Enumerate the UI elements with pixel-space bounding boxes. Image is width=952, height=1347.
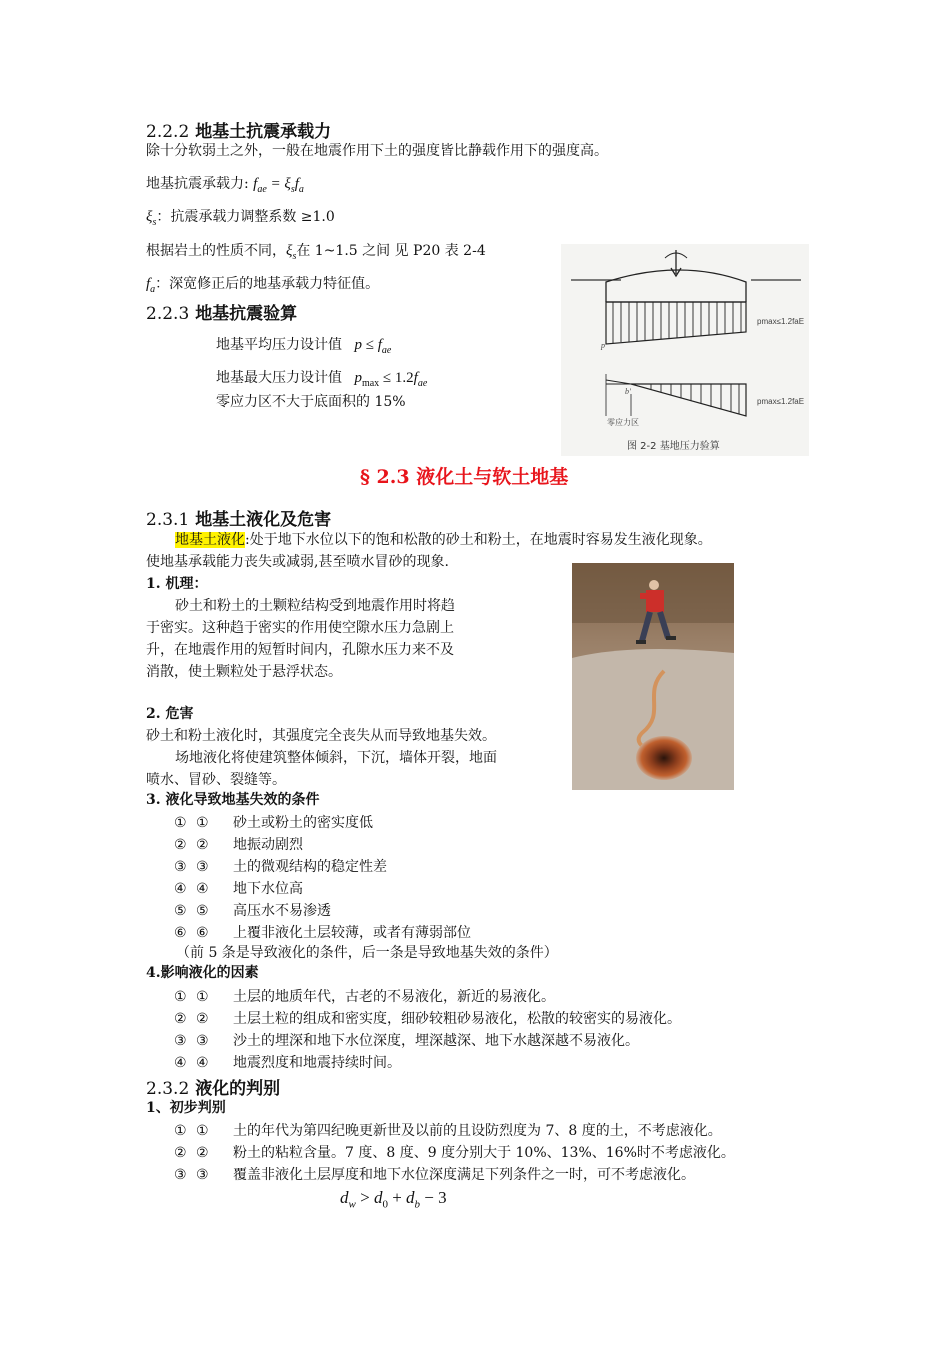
liquefaction-formula: $d_w > d_0 + d_b - 3$ — [340, 1188, 447, 1211]
range-pre: 根据岩土的性质不同， — [146, 243, 286, 259]
paragraph-strength: 除十分软弱土之外，一般在地震作用下土的强度皆比静载作用下的强度高。 — [146, 143, 608, 159]
fa-symbol: $f_a$ — [146, 276, 156, 295]
heading-2-2-2 — [146, 117, 331, 142]
item-text: 土的年代为第四纪晚更新世及以前的且设防烈度为 7、8 度的土，不考虑液化。 — [233, 1123, 722, 1139]
heading-text: 地基土抗震承载力 — [195, 122, 332, 142]
harm-line-2: 场地液化将使建筑整体倾斜，下沉，墙体开裂，地面 — [175, 750, 497, 766]
item-marker-2: ③ — [196, 859, 209, 875]
xi-symbol: $\xi_s$ — [146, 209, 157, 228]
item-text: 砂土或粉土的密实度低 — [233, 815, 373, 831]
condition-item-5 — [174, 900, 331, 920]
item-text: 覆盖非液化土层厚度和地下水位深度满足下列条件之一时，可不考虑液化。 — [233, 1167, 695, 1183]
item-marker-2: ③ — [196, 1033, 209, 1049]
item-text: 上覆非液化土层较薄，或者有薄弱部位 — [233, 925, 471, 941]
fae-label: 地基抗震承载力: — [146, 176, 249, 192]
item-marker: ① — [174, 815, 187, 831]
judge-item-2 — [174, 1142, 735, 1162]
heading-number: 2.2.3 — [146, 304, 190, 324]
heading-number: 2.3.2 — [146, 1079, 190, 1099]
definition-text: :处于地下水位以下的饱和松散的砂土和粉土，在地震时容易发生液化现象。 — [245, 532, 712, 548]
item-text: 土的微观结构的稳定性差 — [233, 859, 387, 875]
condition-item-1 — [174, 812, 373, 832]
item-marker: ② — [174, 1145, 187, 1161]
max-formula: $p_{max} \le 1.2f_{ae}$ — [354, 370, 428, 389]
figure-background — [561, 244, 809, 456]
factor-item-4 — [174, 1052, 401, 1072]
judge-item-1 — [174, 1120, 722, 1140]
highlighted-term: 地基土液化 — [175, 532, 245, 548]
condition-item-2 — [174, 834, 303, 854]
avg-pressure-line — [216, 334, 391, 362]
mechanism-line-4: 消散，使土颗粒处于悬浮状态。 — [146, 664, 342, 680]
condition-item-6 — [174, 922, 471, 942]
item-text: 高压水不易渗透 — [233, 903, 331, 919]
xi-desc: ：抗震承载力调整系数 ≥1.0 — [156, 209, 335, 225]
item-marker: ④ — [174, 1055, 187, 1071]
item-marker-2: ③ — [196, 1167, 209, 1183]
condition-item-3 — [174, 856, 387, 876]
heading-text: 液化的判别 — [195, 1079, 281, 1099]
range-line — [146, 240, 486, 268]
item-marker: ⑤ — [174, 903, 187, 919]
b-label: b' — [625, 387, 631, 396]
fa-line — [146, 273, 379, 301]
mechanism-line-1: 砂土和粉土的土颗粒结构受到地震作用时将趋 — [175, 598, 455, 614]
harm-line-1: 砂土和粉土液化时，其强度完全丧失从而导致地基失效。 — [146, 728, 496, 744]
zero-zone-label: 零应力区 — [607, 418, 639, 427]
harm-line-3: 喷水、冒砂、裂缝等。 — [146, 772, 286, 788]
item-marker-2: ⑤ — [196, 903, 209, 919]
item-marker-2: ① — [196, 815, 209, 831]
item-marker: ② — [174, 837, 187, 853]
item-marker: ③ — [174, 1033, 187, 1049]
preliminary-title: 1、初步判别 — [146, 1100, 226, 1116]
heading-number: 2.3.1 — [146, 510, 190, 530]
avg-label: 地基平均压力设计值 — [216, 337, 342, 353]
section-2-3-title: § 2.3 液化土与软土地基 — [360, 466, 569, 488]
heading-2-2-3 — [146, 299, 297, 324]
item-marker: ④ — [174, 881, 187, 897]
range-post: 在 1~1.5 之间 见 P20 表 2-4 — [296, 243, 486, 259]
item-text: 地振动剧烈 — [233, 837, 303, 853]
item-marker: ① — [174, 1123, 187, 1139]
item-text: 地震烈度和地震持续时间。 — [233, 1055, 401, 1071]
liquefaction-definition — [175, 529, 712, 551]
judge-item-3 — [174, 1164, 695, 1184]
condition-item-4 — [174, 878, 303, 898]
conditions-note: （前 5 条是导致液化的条件，后一条是导致地基失效的条件） — [176, 945, 558, 961]
item-text: 土层土粒的组成和密实度，细砂较粗砂易液化，松散的较密实的易液化。 — [233, 1011, 681, 1027]
item-marker: ③ — [174, 859, 187, 875]
item-marker-2: ④ — [196, 881, 209, 897]
item-marker-2: ① — [196, 1123, 209, 1139]
mechanism-line-2: 于密实。这种趋于密实的作用使空隙水压力急剧上 — [146, 620, 454, 636]
pmax-label-upper: pmax≤1.2faE — [757, 317, 805, 326]
factor-item-3 — [174, 1030, 639, 1050]
item-text: 粉土的粘粒含量。7 度、8 度、9 度分别大于 10%、13%、16%时不考虑液化。 — [233, 1145, 735, 1161]
pmax-label-lower: pmax≤1.2faE — [757, 397, 805, 406]
item-marker-2: ② — [196, 837, 209, 853]
max-label: 地基最大压力设计值 — [216, 370, 342, 386]
figure-caption: 图 2-2 基地压力验算 — [627, 441, 720, 452]
conditions-title: 3. 液化导致地基失效的条件 — [146, 792, 320, 808]
heading-text: 地基土液化及危害 — [195, 510, 332, 530]
item-marker: ③ — [174, 1167, 187, 1183]
heading-2-3-1 — [146, 505, 331, 530]
item-marker-2: ④ — [196, 1055, 209, 1071]
factors-title: 4.影响液化的因素 — [146, 965, 259, 981]
item-text: 土层的地质年代，古老的不易液化，新近的易液化。 — [233, 989, 555, 1005]
avg-formula: $p \le f_{ae}$ — [354, 337, 392, 356]
item-marker-2: ① — [196, 989, 209, 1005]
item-marker-2: ② — [196, 1011, 209, 1027]
item-marker-2: ⑥ — [196, 925, 209, 941]
item-marker: ⑥ — [174, 925, 187, 941]
heading-number: 2.2.2 — [146, 122, 190, 142]
sand-boil-photo — [572, 563, 734, 790]
mechanism-title: 1. 机理： — [146, 576, 208, 592]
harm-title: 2. 危害 — [146, 706, 194, 722]
foundation-pressure-figure — [561, 244, 809, 456]
zero-stress-line: 零应力区不大于底面积的 15% — [216, 394, 406, 410]
item-marker: ① — [174, 989, 187, 1005]
xi-line — [146, 206, 335, 234]
heading-2-3-2 — [146, 1074, 280, 1099]
item-marker-2: ② — [196, 1145, 209, 1161]
definition-line-2: 使地基承载能力丧失或减弱,甚至喷水冒砂的现象. — [146, 554, 449, 570]
xi-symbol-2: $\xi_s$ — [286, 243, 297, 262]
heading-text: 地基抗震验算 — [195, 304, 298, 324]
fae-formula: $f_{ae} = \xi_sf_a$ — [253, 176, 304, 195]
factor-item-2 — [174, 1008, 681, 1028]
p-label: p — [601, 341, 605, 350]
item-text: 地下水位高 — [233, 881, 303, 897]
fa-desc: ：深宽修正后的地基承载力特征值。 — [155, 276, 380, 292]
item-marker: ② — [174, 1011, 187, 1027]
mechanism-line-3: 升，在地震作用的短暂时间内，孔隙水压力来不及 — [146, 642, 454, 658]
item-text: 沙土的埋深和地下水位深度，埋深越深、地下水越深越不易液化。 — [233, 1033, 639, 1049]
fae-line — [146, 173, 304, 201]
photo-sand-boil-hole — [636, 736, 692, 780]
factor-item-1 — [174, 986, 555, 1006]
